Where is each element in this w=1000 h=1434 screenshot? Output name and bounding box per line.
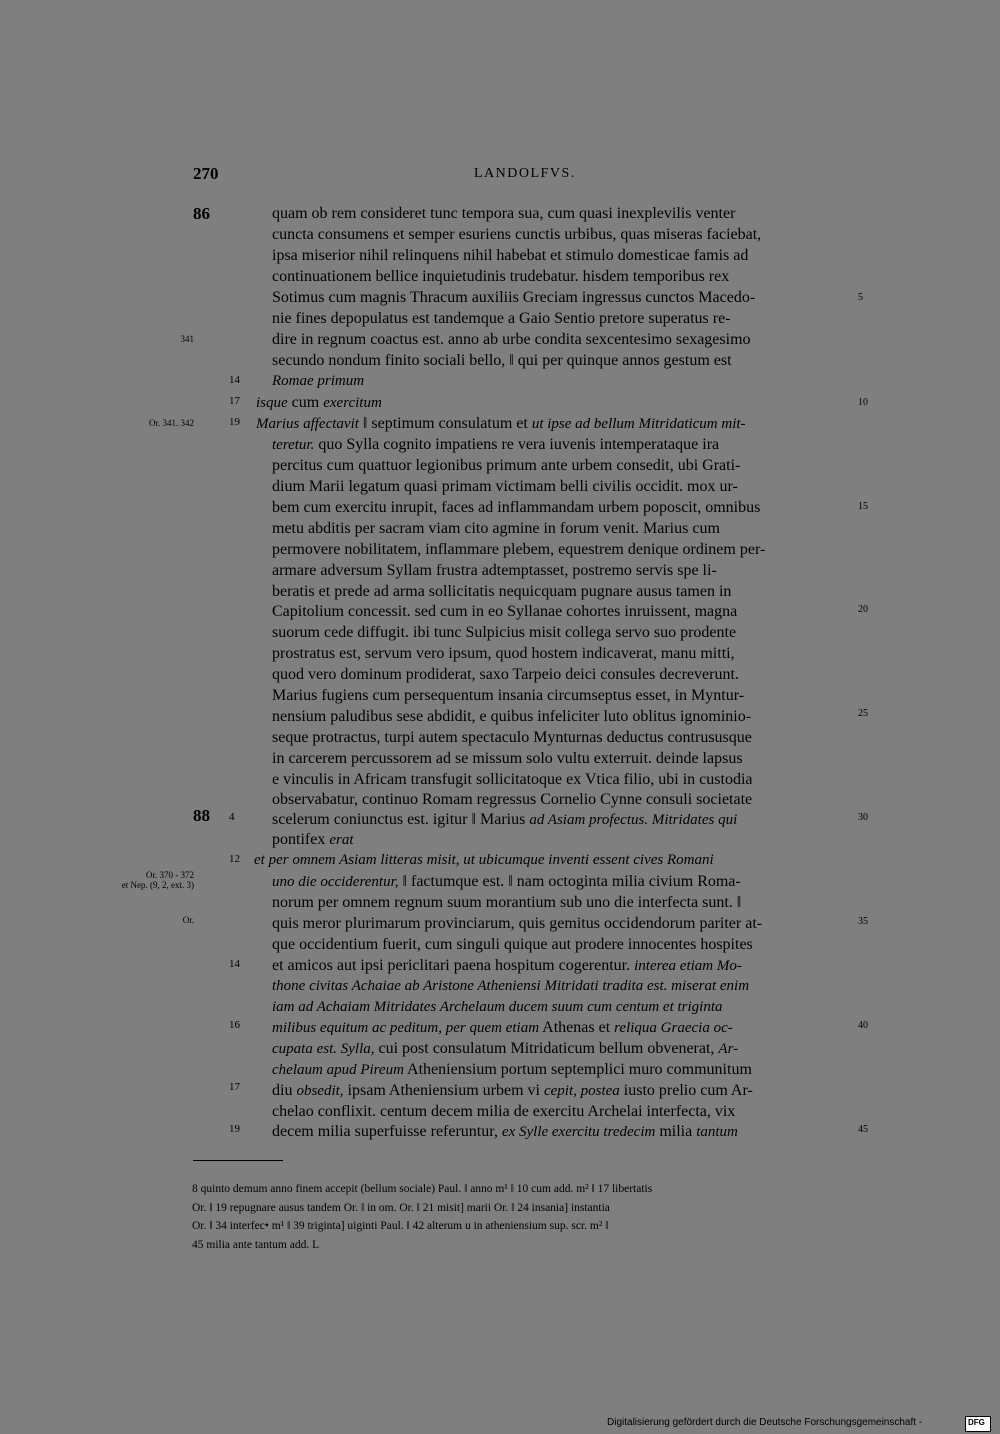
line-number: 35 bbox=[858, 916, 868, 927]
text-line: beratis et prede ad arma sollicitatis nequicquam pugnare ausus tamen in bbox=[272, 583, 732, 600]
text-line: que occidentium fuerit, cum singuli quique aut prodere innocentes hospites bbox=[272, 936, 753, 953]
dfg-logo bbox=[965, 1416, 991, 1432]
source-reference: et Nep. (9, 2, ext. 3) bbox=[121, 880, 194, 890]
text-span: cui post consulatum Mitridaticum bellum obvenerat, bbox=[374, 1040, 719, 1057]
page-number: 270 bbox=[193, 164, 219, 183]
text-line: iam ad Achaiam Mitridates Archelaum ducem suum cum centum et triginta bbox=[272, 999, 723, 1015]
text-line: prostratus est, servum vero ipsum, quod hostem indicaverat, manu mitti, bbox=[272, 645, 735, 662]
margin-ref: 17 bbox=[229, 395, 240, 407]
text-line bbox=[272, 955, 852, 977]
text-span: et amicos aut ipsi periclitari paena hospitum cogerentur. bbox=[272, 957, 635, 974]
text-line: norum per omnem regnum suum morantium sub uno die interfecta sunt. ‖ bbox=[272, 894, 742, 911]
italic-span: interea etiam Mo- bbox=[634, 958, 742, 974]
text-line: in carcerem percussorem ad se missum solo vultu exterruit. deinde lapsus bbox=[272, 750, 743, 767]
source-reference: Or. 341. 342 bbox=[149, 418, 194, 428]
text-span: quo Sylla cognito impatiens re vera iuvenis intemperataque ira bbox=[314, 436, 720, 453]
text-line bbox=[272, 871, 852, 893]
text-line bbox=[272, 809, 852, 831]
text-span: cum bbox=[287, 394, 324, 411]
text-line: quam ob rem consideret tunc tempora sua, cum quasi inexplevilis venter bbox=[272, 205, 736, 222]
text-line: seque protractus, turpi autem spectaculo Mynturnas deductus contrususque bbox=[272, 729, 752, 746]
text-line bbox=[272, 829, 852, 851]
line-number: 15 bbox=[858, 501, 868, 512]
text-span: Athenas et bbox=[539, 1019, 615, 1036]
text-line bbox=[272, 1121, 852, 1143]
text-line: Marius fugiens cum persequentum insania circumseptus esset, in Myntur- bbox=[272, 687, 745, 704]
text-line: ipsa miserior nihil relinquens nihil habebat et stimulo domesticae famis ad bbox=[272, 247, 749, 264]
text-line bbox=[272, 1038, 852, 1060]
text-span: milia bbox=[655, 1123, 697, 1140]
italic-span: Marius affectavit bbox=[256, 416, 359, 432]
text-line: continuationem bellice inquietudinis trudebatur. hisdem temporibus rex bbox=[272, 268, 730, 285]
italic-span: cepit, postea bbox=[543, 1083, 620, 1099]
text-line: secundo nondum finito sociali bello, ‖ qui per quinque annos gestum est bbox=[272, 352, 732, 369]
text-line: permovere nobilitatem, inflammare plebem, equestrem denique ordinem per- bbox=[272, 541, 766, 558]
text-line: metu abditis per sacram viam cito agmine in forum venit. Marius cum bbox=[272, 520, 720, 537]
line-number: 20 bbox=[858, 604, 868, 615]
text-line: thone civitas Achaiae ab Aristone Atheniensi Mitridati tradita est. miserat enim bbox=[272, 978, 750, 994]
section-number: 86 bbox=[193, 204, 210, 223]
text-span: ipsam Atheniensium urbem vi bbox=[343, 1082, 544, 1099]
line-number: 10 bbox=[858, 397, 868, 408]
text-span: diu bbox=[272, 1082, 297, 1099]
source-reference: 341 bbox=[180, 334, 194, 344]
italic-span: chelaum apud Pireum bbox=[272, 1062, 404, 1078]
text-span: decem milia superfuisse referuntur, bbox=[272, 1123, 502, 1140]
margin-ref: 19 bbox=[229, 1123, 240, 1135]
text-line: suorum cede diffugit. ibi tunc Sulpicius misit collega servo suo prodente bbox=[272, 624, 737, 641]
text-line: cuncta consumens et semper esuriens cunctis urbibus, quas miseras faciebat, bbox=[272, 226, 762, 243]
italic-span: milibus equitum ac peditum, per quem etiam bbox=[272, 1020, 540, 1036]
text-line: Romae primum bbox=[272, 373, 365, 389]
text-line: e vinculis in Africam transfugit sollicitatoque ex Vtica filio, ubi in custodia bbox=[272, 771, 753, 788]
section-number: 88 bbox=[193, 806, 210, 825]
footnote-rule bbox=[193, 1160, 283, 1161]
italic-span: tantum bbox=[696, 1124, 738, 1140]
text-span: ‖ factumque est. ‖ nam octoginta milia civium Roma- bbox=[398, 873, 741, 890]
source-reference: Or. bbox=[182, 915, 194, 925]
text-line: Capitolium concessit. sed cum in eo Syllanae cohortes inruissent, magna bbox=[272, 603, 738, 620]
running-head: LANDOLFVS. bbox=[474, 166, 576, 181]
italic-span: isque bbox=[256, 395, 288, 411]
line-number: 40 bbox=[858, 1020, 868, 1031]
italic-span: teretur. bbox=[272, 437, 315, 453]
text-span: scelerum coniunctus est. igitur ‖ Marius bbox=[272, 811, 530, 828]
text-line bbox=[272, 434, 852, 456]
margin-ref: 16 bbox=[229, 1019, 240, 1031]
text-line: quis meror plurimarum provinciarum, quis gemitus occidendorum pariter at- bbox=[272, 915, 763, 932]
italic-span: erat bbox=[329, 832, 354, 848]
margin-ref: 19 bbox=[229, 416, 240, 428]
text-line: dire in regnum coactus est. anno ab urbe condita sexcentesimo sexagesimo bbox=[272, 331, 751, 348]
text-line: observabatur, continuo Romam regressus Cornelio Cynne consuli societate bbox=[272, 791, 753, 808]
text-line bbox=[256, 413, 836, 435]
line-number: 45 bbox=[858, 1124, 868, 1135]
italic-span: ad Asiam profectus. Mitridates qui bbox=[529, 812, 738, 828]
text-span: Atheniensium portum septemplici muro communitum bbox=[403, 1061, 752, 1078]
italic-span: ut ipse ad bellum Mitridaticum mit- bbox=[531, 416, 746, 432]
footnote-line: 45 milia ante tantum add. L bbox=[192, 1239, 320, 1251]
margin-ref: 14 bbox=[229, 958, 240, 970]
text-line: Sotimus cum magnis Thracum auxiliis Greciam ingressus cunctos Macedo- bbox=[272, 289, 756, 306]
margin-ref: 17 bbox=[229, 1081, 240, 1093]
italic-span: exercitum bbox=[323, 395, 382, 411]
margin-ref: 4 bbox=[229, 811, 235, 823]
italic-span: obsedit, bbox=[296, 1083, 344, 1099]
text-line bbox=[272, 1017, 852, 1039]
text-line bbox=[272, 1080, 852, 1102]
italic-span: ex Sylle exercitu tredecim bbox=[501, 1124, 656, 1140]
text-line: bem cum exercitu inrupit, faces ad inflammandam urbem poposcit, omnibus bbox=[272, 499, 761, 516]
dfg-logo-text: DFG bbox=[968, 1418, 985, 1427]
text-line: quod vero dominum prodiderat, saxo Tarpeio deici consules decreverunt. bbox=[272, 666, 739, 683]
text-line bbox=[256, 392, 836, 414]
text-line: percitus cum quattuor legionibus primum ante urbem consedit, ubi Grati- bbox=[272, 457, 741, 474]
text-line bbox=[272, 1059, 852, 1081]
italic-span: reliqua Graecia oc- bbox=[614, 1020, 733, 1036]
italic-span: uno die occiderentur, bbox=[272, 874, 399, 890]
text-span: pontifex bbox=[272, 831, 330, 848]
italic-span: Ar- bbox=[718, 1041, 739, 1057]
italic-span: cupata est. Sylla, bbox=[272, 1041, 375, 1057]
text-line: armare adversum Syllam frustra adtemptasset, postremo servis spe li- bbox=[272, 562, 717, 579]
text-span: ‖ septimum consulatum et bbox=[358, 415, 532, 432]
text-span: iusto prelio cum Ar- bbox=[619, 1082, 753, 1099]
source-reference: Or. 370 - 372 bbox=[146, 870, 194, 880]
margin-ref: 12 bbox=[229, 853, 240, 865]
line-number: 5 bbox=[858, 292, 863, 303]
line-number: 25 bbox=[858, 708, 868, 719]
margin-ref: 14 bbox=[229, 374, 240, 386]
footnote-line: Or. ‖ 19 repugnare ausus tandem Or. ‖ in om. Or. ‖ 21 misit] marii Or. ‖ 24 insania] instantia bbox=[192, 1202, 610, 1214]
footnote-line: Or. ‖ 34 interfec• m¹ ‖ 39 triginta] uiginti Paul. ‖ 42 alterum u in atheniensium sup. scr. m² ‖ bbox=[192, 1220, 609, 1232]
funding-credit: Digitalisierung gefördert durch die Deutsche Forschungsgemeinschaft - bbox=[607, 1417, 923, 1428]
footnote-line: 8 quinto demum anno finem accepit (bellum sociale) Paul. ‖ anno m¹ ‖ 10 cum add. m² ‖ 17 libertatis bbox=[192, 1183, 653, 1195]
text-line: nie fines depopulatus est tandemque a Gaio Sentio pretore superatus re- bbox=[272, 310, 731, 327]
text-line: et per omnem Asiam litteras misit, ut ubicumque inventi essent cives Romani bbox=[254, 852, 714, 868]
line-number: 30 bbox=[858, 812, 868, 823]
text-line: chelao conflixit. centum decem milia de exercitu Archelai interfecta, vix bbox=[272, 1103, 736, 1120]
text-line: nensium paludibus sese abdidit, e quibus infeliciter luto oblitus ignominio- bbox=[272, 708, 752, 725]
text-line: dium Marii legatum quasi primam victimam belli civilis occidit. mox ur- bbox=[272, 478, 738, 495]
